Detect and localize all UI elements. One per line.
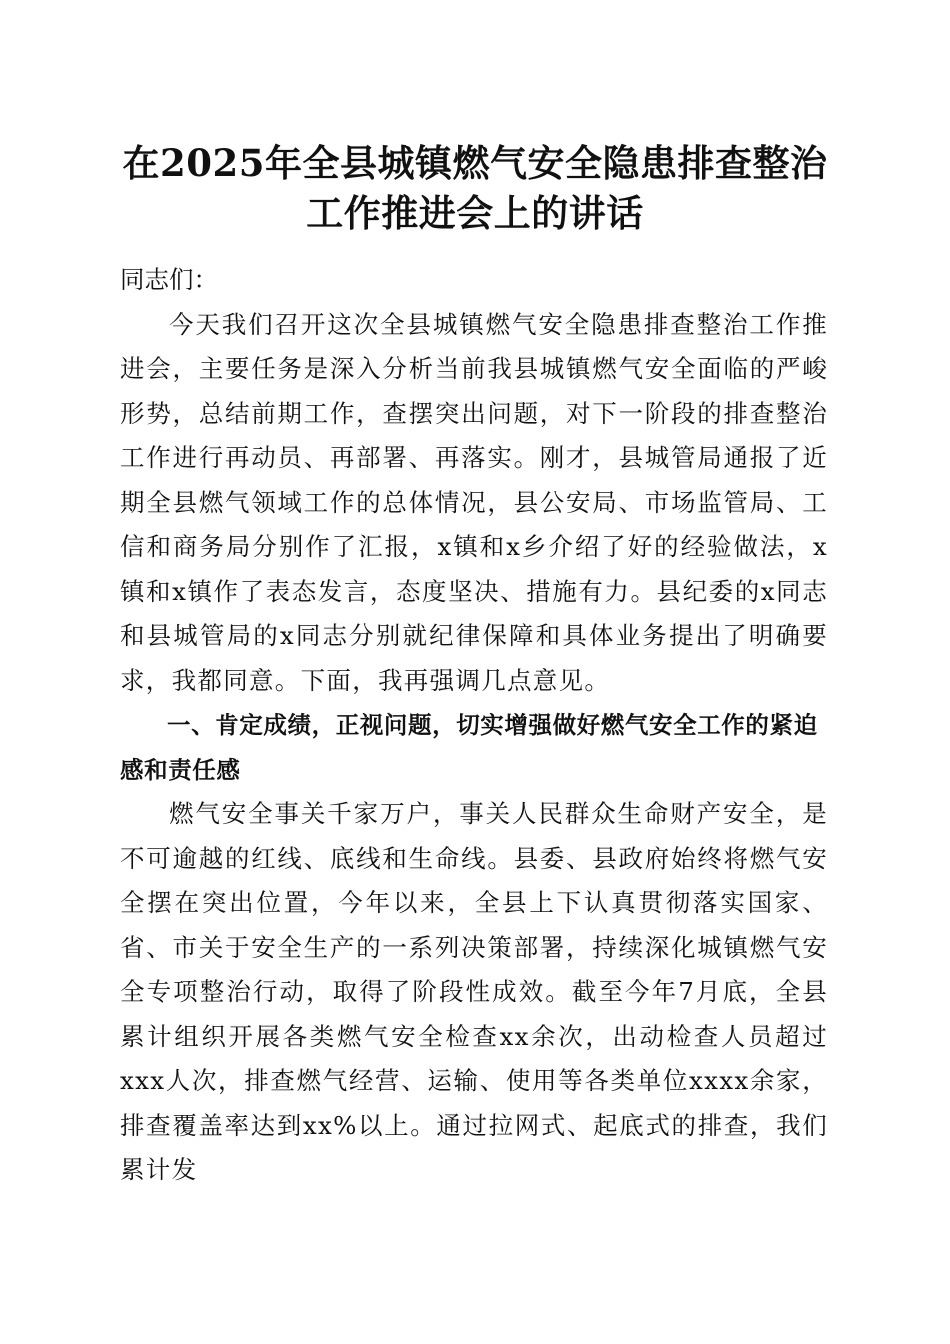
section-paragraph: 燃气安全事关千家万户，事关人民群众生命财产安全，是不可逾越的红线、底线和生命线。县委、县政府始终将燃气安全摆在突出位置，今年以来，全县上下认真贯彻落实国家、省、市关于安全生产的一系列决策部署，持续深化城镇燃气安全专项整治行动，取得了阶段性成效。截至今年7月底，全县累计组织开展各类燃气安全检查xx余次，出动检查人员超过xxx人次，排查燃气经营、运输、使用等各类单位xxxx余家，排查覆盖率达到xx%以上。通过拉网式、起底式的排查，我们累计发 — [120, 799, 828, 1184]
salutation: 同志们： — [120, 265, 218, 294]
document-title: 在2025年全县城镇燃气安全隐患排查整治工作推进会上的讲话 — [122, 141, 828, 235]
document-body — [120, 258, 828, 1193]
section-heading: 一、肯定成绩，正视问题，切实增强做好燃气安全工作的紧迫感和责任感 — [120, 711, 818, 784]
opening-paragraph: 今天我们召开这次全县城镇燃气安全隐患排查整治工作推进会，主要任务是深入分析当前我县城镇燃气安全面临的严峻形势，总结前期工作，查摆突出问题，对下一阶段的排查整治工作进行再动员、再部署、再落实。刚才，县城管局通报了近期全县燃气领域工作的总体情况，县公安局、市场监管局、工信和商务局分别作了汇报，x镇和x乡介绍了好的经验做法，x镇和x镇作了表态发言，态度坚决、措施有力。县纪委的x同志和县城管局的x同志分别就纪律保障和具体业务提出了明确要求，我都同意。下面，我再强调几点意见。 — [120, 309, 828, 695]
